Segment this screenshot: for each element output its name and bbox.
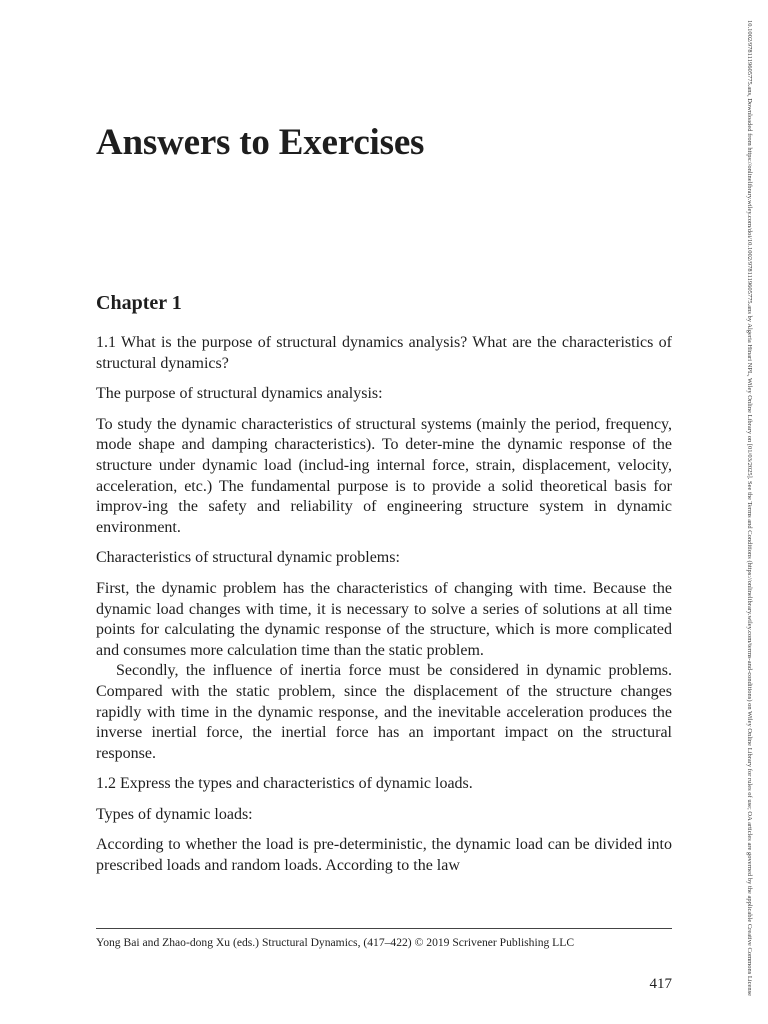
question-1-2: 1.2 Express the types and characteristics of dynamic loads. <box>96 775 473 793</box>
page-title: Answers to Exercises <box>96 122 425 163</box>
first-characteristic-paragraph: First, the dynamic problem has the characteristics of changing with time. Because the dynamic load changes with time, it is necessary to solve a series of solutions at all time points for calculating the dynamic response of the structure, which is more complicated and consumes more calculation time than the static problem. <box>96 579 672 659</box>
chapter-heading: Chapter 1 <box>96 292 182 314</box>
second-characteristic-paragraph: Secondly, the influence of inertia force must be considered in dynamic problems. Compared with the static problem, since the displacement of the structure changes rapidly with time in the dynamic response, and the inevitable acceleration produces the inverse inertial force, the inertial force has an important impact on the structural response. <box>96 662 672 762</box>
characteristics-label: Characteristics of structural dynamic problems: <box>96 549 400 567</box>
footer-citation: Yong Bai and Zhao-dong Xu (eds.) Structural Dynamics, (417–422) © 2019 Scrivener Publishing LLC <box>96 936 575 949</box>
side-download-notice: 10.1002/9781119605775.ans, Downloaded from https://onlinelibrary.wiley.com/doi/10.1002/9781119605775.ans by Algeria Hinari NPL, Wiley Online Library on [01/03/2025]. See the Terms and Conditions (https://onlinelibrary.wiley.com/terms-and-conditions) on Wiley Online Library for rules of use; OA articles are governed by the applicable Creative Commons License <box>746 20 753 997</box>
page-number: 417 <box>649 976 672 992</box>
body-text <box>96 333 672 877</box>
purpose-label: The purpose of structural dynamics analysis: <box>96 385 383 403</box>
footer-divider <box>96 928 672 929</box>
types-paragraph: According to whether the load is pre-deterministic, the dynamic load can be divided into prescribed loads and random loads. According to the law <box>96 836 672 875</box>
types-label: Types of dynamic loads: <box>96 805 253 823</box>
question-1-1: 1.1 What is the purpose of structural dynamics analysis? What are the characteristics of structural dynamics? <box>96 334 672 372</box>
purpose-paragraph: To study the dynamic characteristics of structural systems (mainly the period, frequency, mode shape and damping characteristics). To deter-mine the dynamic response of the structure under dynamic load (includ-ing internal force, strain, displacement, velocity, acceleration, etc.) The fundamental purpose is to provide a solid theoretical basis for improv-ing the safety and reliability of engineering structure system in dynamic environment. <box>96 415 672 536</box>
